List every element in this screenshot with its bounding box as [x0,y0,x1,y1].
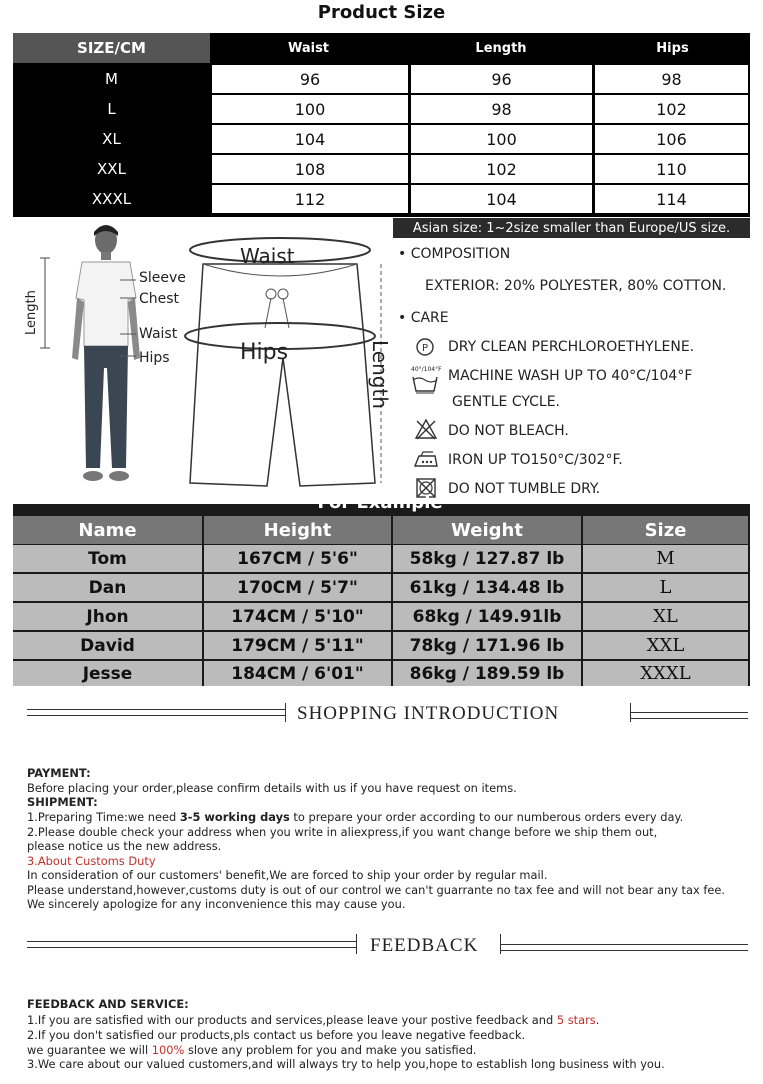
care-item-no-tumble-dry: DO NOT TUMBLE DRY. [448,481,601,497]
customs-duty-heading: 3.About Customs Duty [27,854,156,868]
care-item-no-bleach: DO NOT BLEACH. [448,423,569,439]
shipment-heading: SHIPMENT: [27,795,98,809]
product-size-title: Product Size [317,2,446,23]
example-table [13,504,750,686]
size-cell: 114 [595,185,748,213]
feedback-line-2: 2.If you don't satisfied our products,pls contact us before you leave negative feedback. [27,1028,526,1042]
example-cell-height: 179CM / 5'11" [204,632,391,659]
shorts-hips-label: Hips [240,340,289,365]
shorts-length-label: Length [368,340,392,409]
size-cell: 102 [595,95,748,123]
example-header-weight: Weight [393,516,581,544]
size-cell: 100 [212,95,408,123]
example-title: For Example [317,492,443,513]
feedback-line-3-a: we guarantee we will [27,1043,152,1057]
dry-clean-icon [415,337,435,357]
example-cell-name: Tom [13,545,202,572]
customs-line-2: Please understand,however,customs duty is out of our control we can't guarrante no tax fee and will not bear any tax fee. [27,883,726,897]
model-length-label: Length [24,290,39,335]
size-label: XXXL [91,190,132,208]
size-table-header-waist: Waist [287,40,330,56]
care-item-gentle-cycle: GENTLE CYCLE. [452,394,561,410]
divider-line [285,703,286,722]
size-label: M [105,70,118,88]
care-heading: • CARE [398,310,449,326]
shipment-line-1-a: 1.Preparing Time:we need [27,810,180,824]
shorts-diagram [185,228,395,504]
size-label: XXL [97,160,126,178]
size-cell: 112 [212,185,408,213]
composition-text: EXTERIOR: 20% POLYESTER, 80% COTTON. [425,278,727,294]
example-cell-size: XXL [583,632,748,659]
size-cell: 108 [212,155,408,183]
model-hips-label: Hips [139,350,170,366]
size-cell: 96 [411,65,592,93]
example-cell-size: XXXL [583,661,748,686]
example-title-clip [13,492,750,516]
size-cell: 110 [595,155,748,183]
wash-icon-label: 40°/104°F [411,366,442,373]
example-cell-weight: 61kg / 134.48 lb [393,574,581,601]
divider-line [500,944,748,945]
size-cell: 100 [411,125,592,153]
svg-text:P: P [421,343,429,354]
feedback-line-1 [27,1013,599,1028]
shipment-line-3: please notice us the new address. [27,839,222,853]
feedback-line-3 [27,1043,477,1058]
composition-heading: • COMPOSITION [398,246,511,262]
example-header-name: Name [13,516,202,544]
no-bleach-icon [414,418,438,440]
example-cell-size: L [583,574,748,601]
size-cell: 106 [595,125,748,153]
size-label: XL [102,130,121,148]
size-cell: 96 [212,65,408,93]
divider-line [27,947,357,948]
shipment-line-2: 2.Please double check your address when you write in aliexpress,if you want change before we ship them out, [27,825,658,839]
example-cell-name: Jesse [13,661,202,686]
customs-line-1: In consideration of our customers' benefit,We are forced to ship your order by regular mail. [27,868,548,882]
shipment-line-1-c: to prepare your order according to our numberous orders every day. [289,810,684,824]
size-table-header-size: SIZE/CM [13,33,210,63]
example-cell-height: 174CM / 5'10" [204,603,391,630]
payment-text: Before placing your order,please confirm details with us if you have request on items. [27,781,517,795]
feedback-heading: FEEDBACK AND SERVICE: [27,997,189,1011]
example-cell-name: Jhon [13,603,202,630]
example-cell-name: David [13,632,202,659]
size-cell: 104 [212,125,408,153]
divider-line [630,718,748,719]
size-cell: 98 [411,95,592,123]
machine-wash-icon [411,374,439,394]
example-header-height: Height [204,516,391,544]
divider-line [27,709,285,710]
shorts-waist-label: Waist [240,244,295,268]
example-cell-height: 167CM / 5'6" [204,545,391,572]
model-sleeve-label: Sleeve [139,270,186,286]
hundred-percent-text: 100% [151,1043,185,1057]
example-cell-name: Dan [13,574,202,601]
customs-line-3: We sincerely apologize for any inconvenience this may cause you. [27,897,406,911]
payment-heading: PAYMENT: [27,766,91,780]
feedback-line-1-a: 1.If you are satisfied with our products and services,please leave your postive feedback and [27,1013,557,1027]
example-cell-size: M [583,545,748,572]
example-cell-weight: 58kg / 127.87 lb [393,545,581,572]
example-cell-weight: 86kg / 189.59 lb [393,661,581,686]
shopping-introduction-title: SHOPPING INTRODUCTION [297,703,560,724]
feedback-line-4: 3.We care about our valued customers,and will always try to help you,hope to establish long business with you. [27,1057,665,1071]
five-stars-text: 5 stars [556,1013,596,1027]
size-table-header-hips: Hips [656,40,689,56]
divider-line [500,950,748,951]
feedback-line-1-c: . [595,1013,600,1027]
example-cell-height: 170CM / 5'7" [204,574,391,601]
example-cell-size: XL [583,603,748,630]
model-chest-label: Chest [139,291,180,307]
divider-line [630,712,748,713]
size-cell: 102 [411,155,592,183]
divider-line [27,941,357,942]
product-size-table [13,33,750,217]
size-cell: 104 [411,185,592,213]
size-table-header-length: Length [475,40,527,56]
divider-line [27,715,285,716]
iron-icon [413,450,439,468]
shipment-line-1 [27,810,683,825]
size-cell: 98 [595,65,748,93]
feedback-line-3-c: slove any problem for you and make you satisfied. [184,1043,477,1057]
care-item-dry-clean: DRY CLEAN PERCHLOROETHYLENE. [448,339,695,355]
example-header-size: Size [583,516,748,544]
example-cell-weight: 78kg / 171.96 lb [393,632,581,659]
care-item-iron: IRON UP TO150°C/302°F. [448,452,623,468]
shipment-working-days: 3-5 working days [179,810,290,824]
model-waist-label: Waist [139,326,178,342]
feedback-title: FEEDBACK [370,935,479,956]
asian-size-note: Asian size: 1~2size smaller than Europe/US size. [393,218,750,238]
divider-line [356,934,357,954]
example-cell-height: 184CM / 6'01" [204,661,391,686]
care-item-machine-wash: MACHINE WASH UP TO 40°C/104°F [448,368,693,384]
example-cell-weight: 68kg / 149.91lb [393,603,581,630]
size-label: L [107,100,116,118]
